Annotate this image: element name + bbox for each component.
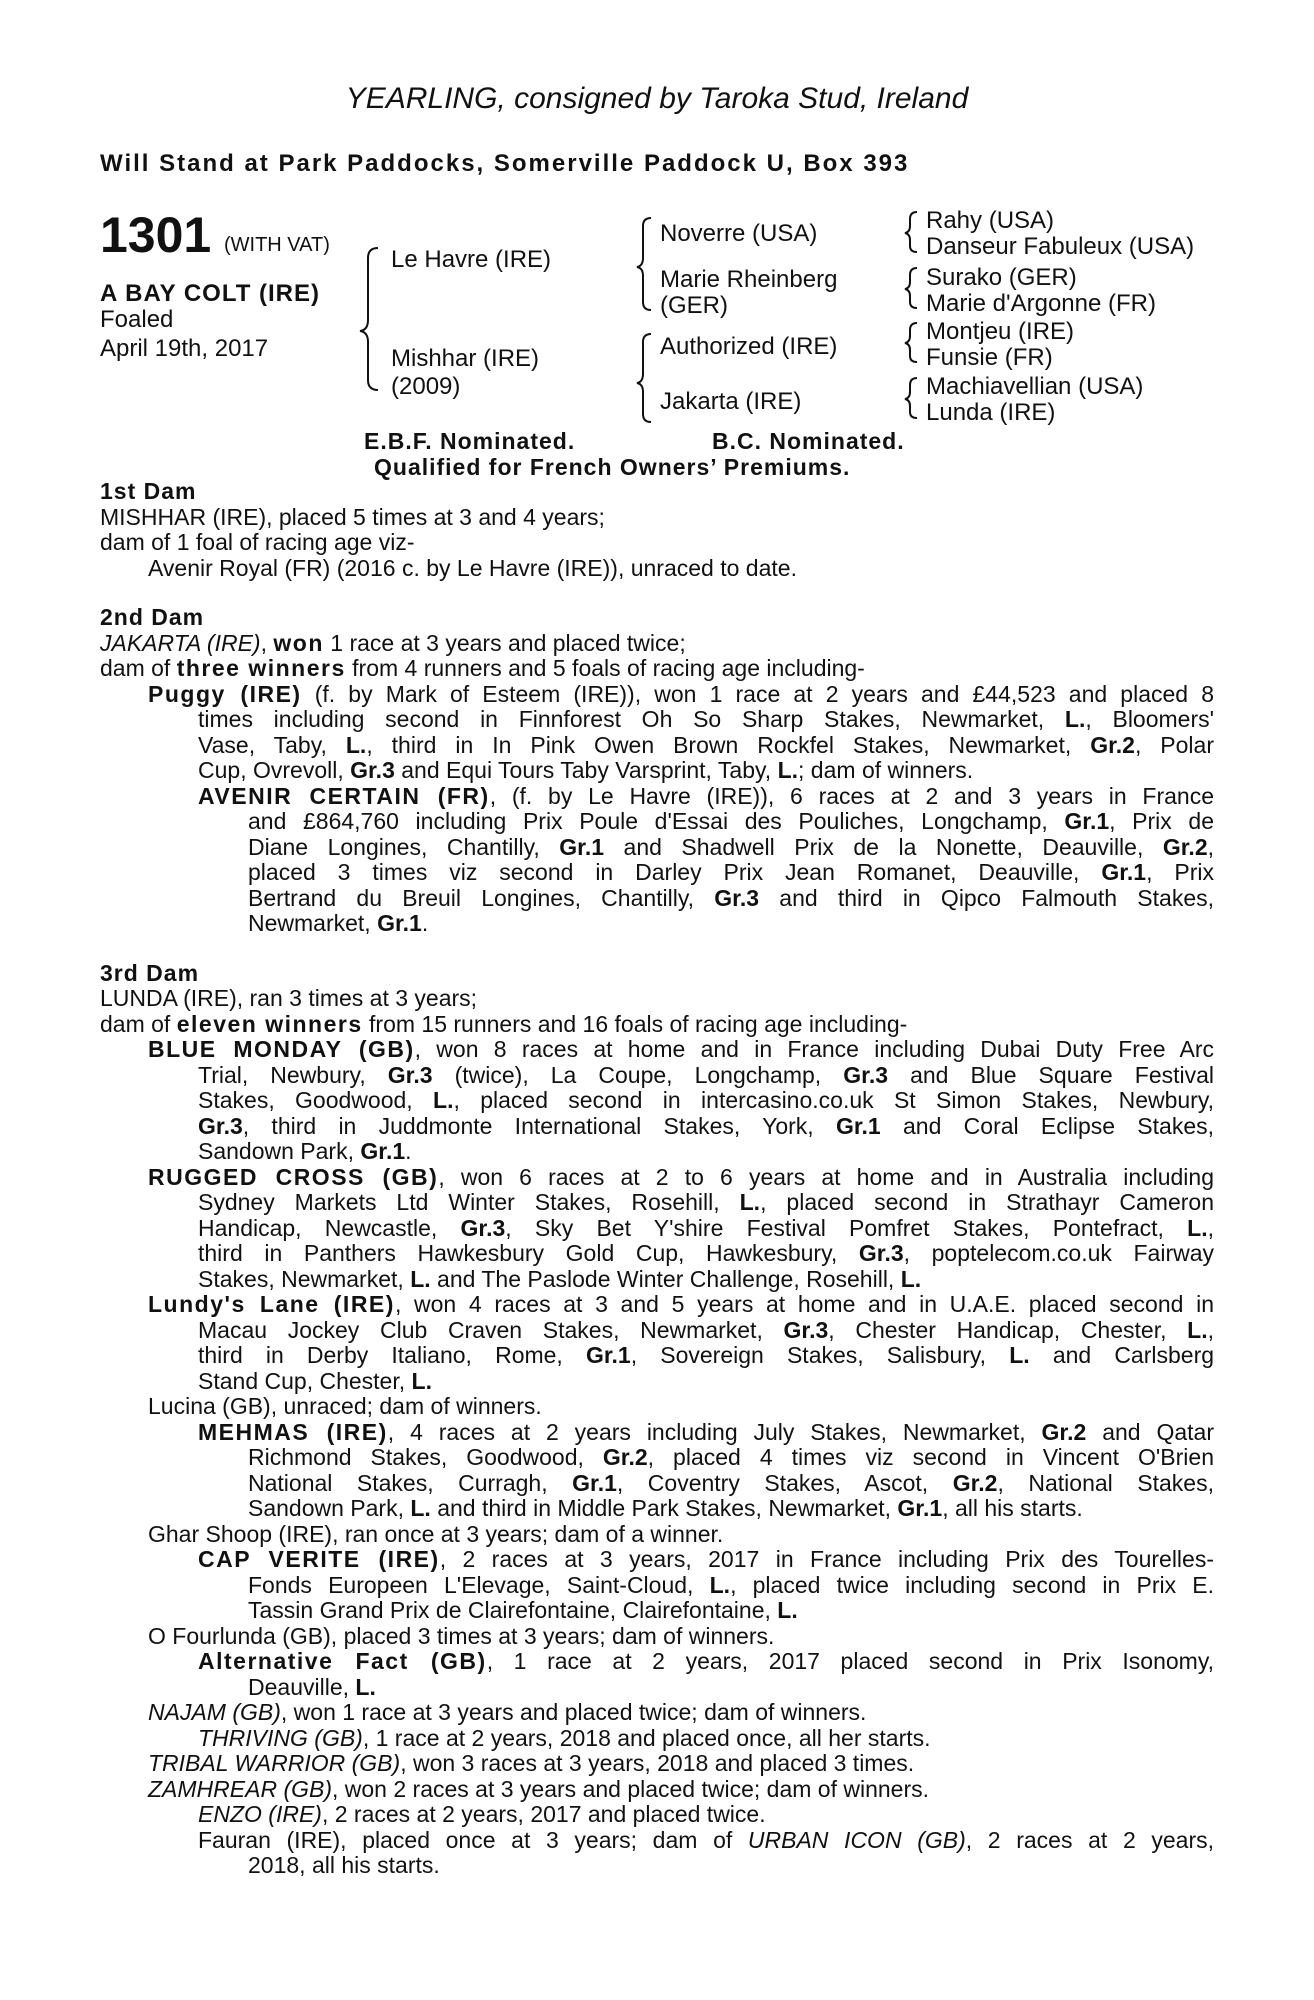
sire-sire: Noverre (USA) — [660, 220, 818, 247]
sire-dam-line2: (GER) — [660, 292, 728, 319]
produce-entry-lundys-lane: Lundy's Lane (IRE), won 4 races at 3 and 5 years at home and in U.A.E. placed second in Macau Jockey Club Craven Stakes, Newmarket, Gr.3, Chester Handicap, Chester, L., third in Derby Italiano, Rome, Gr.1, Sovereign Stakes, Salisbury, L. and Carlsberg Stand Cup, Chester, L. — [148, 1291, 1215, 1394]
produce-entry-rugged-cross: RUGGED CROSS (GB), won 6 races at 2 to 6 years at home and in Australia including Sydney Markets Ltd Winter Stakes, Rosehill, L., placed second in Strathayr Cameron Handicap, Newcastle, Gr.3, Sky Bet Y'shire Festival Pomfret Stakes, Pontefract, L., third in Panthers Hawkesbury Gold Cup, Hawkesbury, Gr.3, poptelecom.co.uk Fairway Stakes, Newmarket, L. and The Paslode Winter Challenge, Rosehill, L. — [148, 1163, 1215, 1292]
produce-entry-ghar-shoop: Ghar Shoop (IRE), ran once at 3 years; dam of a winner. — [148, 1520, 724, 1547]
second-dam-heading: 2nd Dam — [100, 604, 205, 630]
produce-entry-alternative-fact: Alternative Fact (GB), 1 race at 2 years, 2017 placed second in Prix Isonomy, Deauville, L. — [198, 1648, 1215, 1700]
great-grandparent-3: Surako (GER) — [926, 264, 1077, 291]
great-grandparent-5: Montjeu (IRE) — [926, 318, 1075, 345]
great-grandparent-2: Danseur Fabuleux (USA) — [926, 233, 1195, 260]
produce-entry-thriving: THRIVING (GB), 1 race at 2 years, 2018 and placed once, all her starts. — [198, 1724, 931, 1751]
vat-note: (WITH VAT) — [224, 234, 330, 256]
dam-dam: Jakarta (IRE) — [660, 388, 802, 415]
foaled-date: April 19th, 2017 — [100, 335, 269, 362]
horse-description: A BAY COLT (IRE) — [100, 280, 321, 307]
french-premiums: Qualified for French Owners’ Premiums. — [374, 454, 851, 480]
stand-location: Will Stand at Park Paddocks, Somerville Paddock U, Box 393 — [100, 150, 910, 177]
produce-entry-najam: NAJAM (GB), won 1 race at 3 years and placed twice; dam of winners. — [148, 1699, 867, 1725]
produce-entry-o-fourlunda: O Fourlunda (GB), placed 3 times at 3 years; dam of winners. — [148, 1622, 775, 1649]
produce-entry-enzo: ENZO (IRE), 2 races at 2 years, 2017 and placed twice. — [198, 1801, 766, 1827]
sire-dam-line1: Marie Rheinberg — [660, 266, 838, 293]
catalogue-body — [100, 479, 1214, 1879]
third-dam-heading: 3rd Dam — [100, 959, 200, 986]
second-dam-line: JAKARTA (IRE), won 1 race at 3 years and placed twice; — [100, 629, 686, 656]
third-dam-line: LUNDA (IRE), ran 3 times at 3 years; — [100, 985, 478, 1011]
produce-entry-mehmas: MEHMAS (IRE), 4 races at 2 years including July Stakes, Newmarket, Gr.2 and Qatar Richmond Stakes, Goodwood, Gr.2, placed 4 times viz second in Vincent O'Brien National Stakes, Curragh, Gr.1, Coventry Stakes, Ascot, Gr.2, National Stakes, Sandown Park, L. and third in Middle Park Stakes, Newmarket, Gr.1, all his starts. — [198, 1418, 1215, 1521]
produce-entry-zamhrear: ZAMHREAR (GB), won 2 races at 3 years and placed twice; dam of winners. — [148, 1775, 930, 1802]
sire: Le Havre (IRE) — [391, 246, 552, 273]
dam-sire: Authorized (IRE) — [660, 333, 838, 360]
first-dam-line: dam of 1 foal of racing age viz- — [100, 529, 415, 555]
foaled-label: Foaled — [100, 306, 174, 333]
produce-entry-lucina: Lucina (GB), unraced; dam of winners. — [148, 1393, 542, 1419]
consignment-header: YEARLING, consigned by Taroka Stud, Ireland — [345, 82, 969, 115]
great-grandparent-8: Lunda (IRE) — [926, 399, 1056, 426]
first-dam-produce: Avenir Royal (FR) (2016 c. by Le Havre (IRE)), unraced to date. — [148, 554, 797, 581]
bc-nominated: B.C. Nominated. — [712, 428, 905, 454]
great-grandparent-7: Machiavellian (USA) — [926, 373, 1144, 400]
produce-entry-tribal-warrior: TRIBAL WARRIOR (GB), won 3 races at 3 years, 2018 and placed 3 times. — [148, 1750, 915, 1776]
great-grandparent-4: Marie d'Argonne (FR) — [926, 290, 1156, 317]
ebf-nominated: E.B.F. Nominated. — [364, 428, 576, 454]
first-dam-line: MISHHAR (IRE), placed 5 times at 3 and 4 years; — [100, 503, 605, 530]
second-dam-line: dam of three winners from 4 runners and 5 foals of racing age including- — [100, 655, 865, 681]
third-dam-line: dam of eleven winners from 15 runners and 16 foals of racing age including- — [100, 1010, 908, 1037]
produce-entry-blue-monday: BLUE MONDAY (GB), won 8 races at home and in France including Dubai Duty Free Arc Trial, Newbury, Gr.3 (twice), La Coupe, Longchamp, Gr.3 and Blue Square Festival Stakes, Goodwood, L., placed second in intercasino.co.uk St Simon Stakes, Newbury, Gr.3, third in Juddmonte International Stakes, York, Gr.1 and Coral Eclipse Stakes, Sandown Park, Gr.1. — [148, 1036, 1215, 1164]
produce-entry-fauran: Fauran (IRE), placed once at 3 years; dam of URBAN ICON (GB), 2 races at 2 years, 2018, all his starts. — [198, 1826, 1215, 1878]
first-dam-heading: 1st Dam — [100, 478, 197, 504]
lot-number: 1301 — [100, 207, 212, 263]
produce-entry-cap-verite: CAP VERITE (IRE), 2 races at 3 years, 2017 in France including Prix des Tourelles- Fonds Europeen L'Elevage, Saint-Cloud, L., placed twice including second in Prix E. Tassin Grand Prix de Clairefontaine, Clairefontaine, L. — [198, 1546, 1214, 1623]
great-grandparent-6: Funsie (FR) — [926, 344, 1053, 371]
dam: Mishhar (IRE) — [391, 345, 540, 372]
great-grandparent-1: Rahy (USA) — [926, 207, 1055, 234]
produce-entry-avenir-certain: AVENIR CERTAIN (FR), (f. by Le Havre (IRE)), 6 races at 2 and 3 years in France and £864,760 including Prix Poule d'Essai des Pouliches, Longchamp, Gr.1, Prix de Diane Longines, Chantilly, Gr.1 and Shadwell Prix de la Nonette, Deauville, Gr.2, placed 3 times viz second in Darley Prix Jean Romanet, Deauville, Gr.1, Prix Bertrand du Breuil Longines, Chantilly, Gr.3 and third in Qipco Falmouth Stakes, Newmarket, Gr.1. — [198, 782, 1215, 936]
dam-year: (2009) — [391, 373, 461, 400]
produce-entry-puggy: Puggy (IRE) (f. by Mark of Esteem (IRE)), won 1 race at 2 years and £44,523 and placed 8 times including second in Finnforest Oh So Sharp Stakes, Newmarket, L., Bloomers' Vase, Taby, L., third in In Pink Owen Brown Rockfel Stakes, Newmarket, Gr.2, Polar Cup, Ovrevoll, Gr.3 and Equi Tours Taby Varsprint, Taby, L.; dam of winners. — [148, 680, 1215, 783]
